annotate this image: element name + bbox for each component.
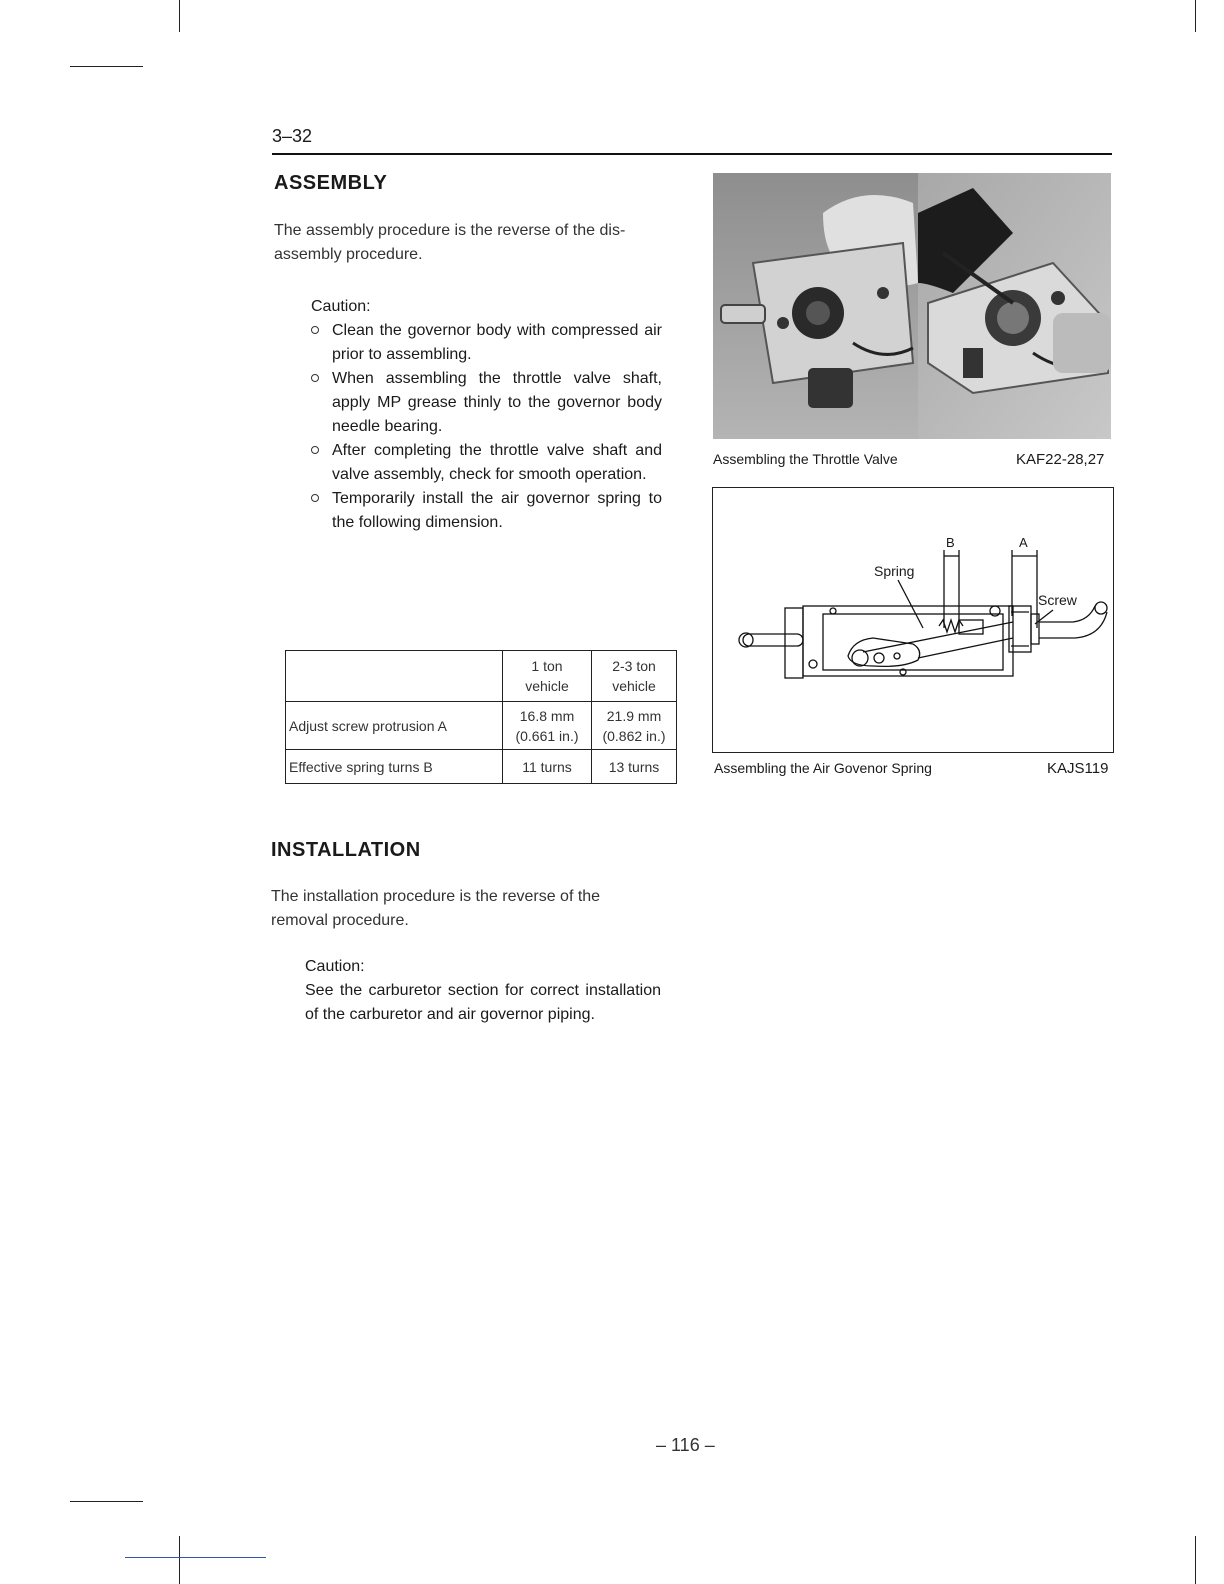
assembly-intro-line1: The assembly procedure is the reverse of the dis- [274, 222, 626, 239]
section-page-number: 3–32 [272, 126, 313, 146]
crop-mark [179, 1536, 180, 1584]
figure1-code: KAF22-28,27 [1016, 451, 1105, 468]
installation-intro [271, 885, 661, 933]
assembly-caution [311, 295, 662, 535]
crop-mark [70, 1501, 143, 1502]
table-header-23ton [592, 651, 677, 702]
col1-line2: vehicle [525, 678, 569, 694]
crop-mark [125, 1557, 266, 1558]
assembly-intro-line2: assembly procedure. [274, 246, 423, 263]
installation-heading: INSTALLATION [271, 839, 421, 861]
assembly-heading: ASSEMBLY [274, 172, 388, 194]
diagram-illustration [713, 488, 1113, 752]
throttle-valve-photo [713, 173, 1111, 439]
label-a: A [1019, 535, 1028, 550]
table-header-row [286, 651, 677, 702]
caution-item: Clean the governor body with compressed air prior to assembling. [311, 319, 662, 367]
caution-text: See the carburetor section for correct installation of the carburetor and air governor piping. [305, 982, 661, 1023]
label-b: B [946, 535, 955, 550]
installation-caution [305, 955, 661, 1027]
caution-item: After completing the throttle valve shaft and valve assembly, check for smooth operation. [311, 439, 662, 487]
label-spring: Spring [874, 563, 915, 579]
installation-intro-line2: removal procedure. [271, 912, 409, 929]
air-governor-spring-diagram [712, 487, 1114, 753]
table-row [286, 750, 677, 784]
caution-item: When assembling the throttle valve shaft, apply MP grease thinly to the governor body needle bearing. [311, 367, 662, 439]
table-row [286, 702, 677, 750]
installation-intro-line1: The installation procedure is the reverse of the [271, 888, 601, 905]
crop-mark [179, 0, 180, 32]
cell-value: 11 turns [503, 750, 592, 784]
crop-mark [1195, 1536, 1196, 1584]
value-in: (0.661 in.) [515, 727, 579, 744]
row-label: Effective spring turns B [286, 750, 503, 784]
row-label: Adjust screw protrusion A [286, 702, 503, 750]
cell-value [592, 702, 677, 750]
crop-mark [1195, 0, 1196, 32]
caution-label: Caution: [311, 298, 371, 315]
value-in: (0.862 in.) [602, 727, 666, 744]
spec-table [285, 650, 677, 784]
label-screw: Screw [1038, 592, 1077, 608]
col2-line2: vehicle [612, 678, 656, 694]
caution-list [311, 319, 662, 535]
cell-value: 13 turns [592, 750, 677, 784]
header-rule [272, 153, 1112, 155]
table-header-1ton [503, 651, 592, 702]
caution-label: Caution: [305, 958, 365, 975]
figure2-code: KAJS119 [1047, 760, 1109, 777]
value-mm: 16.8 mm [519, 707, 575, 724]
assembly-intro [274, 219, 662, 267]
caution-item: Temporarily install the air governor spring to the following dimension. [311, 487, 662, 535]
photo-illustration [713, 173, 1111, 439]
crop-mark [70, 66, 143, 67]
figure2-caption: Assembling the Air Govenor Spring [714, 760, 932, 776]
page-number: – 116 – [656, 1435, 715, 1455]
table-corner-cell [286, 651, 503, 702]
value-mm: 21.9 mm [606, 707, 662, 724]
figure1-caption: Assembling the Throttle Valve [713, 451, 898, 467]
col2-line1: 2-3 ton [612, 658, 656, 674]
col1-line1: 1 ton [531, 658, 563, 674]
cell-value [503, 702, 592, 750]
